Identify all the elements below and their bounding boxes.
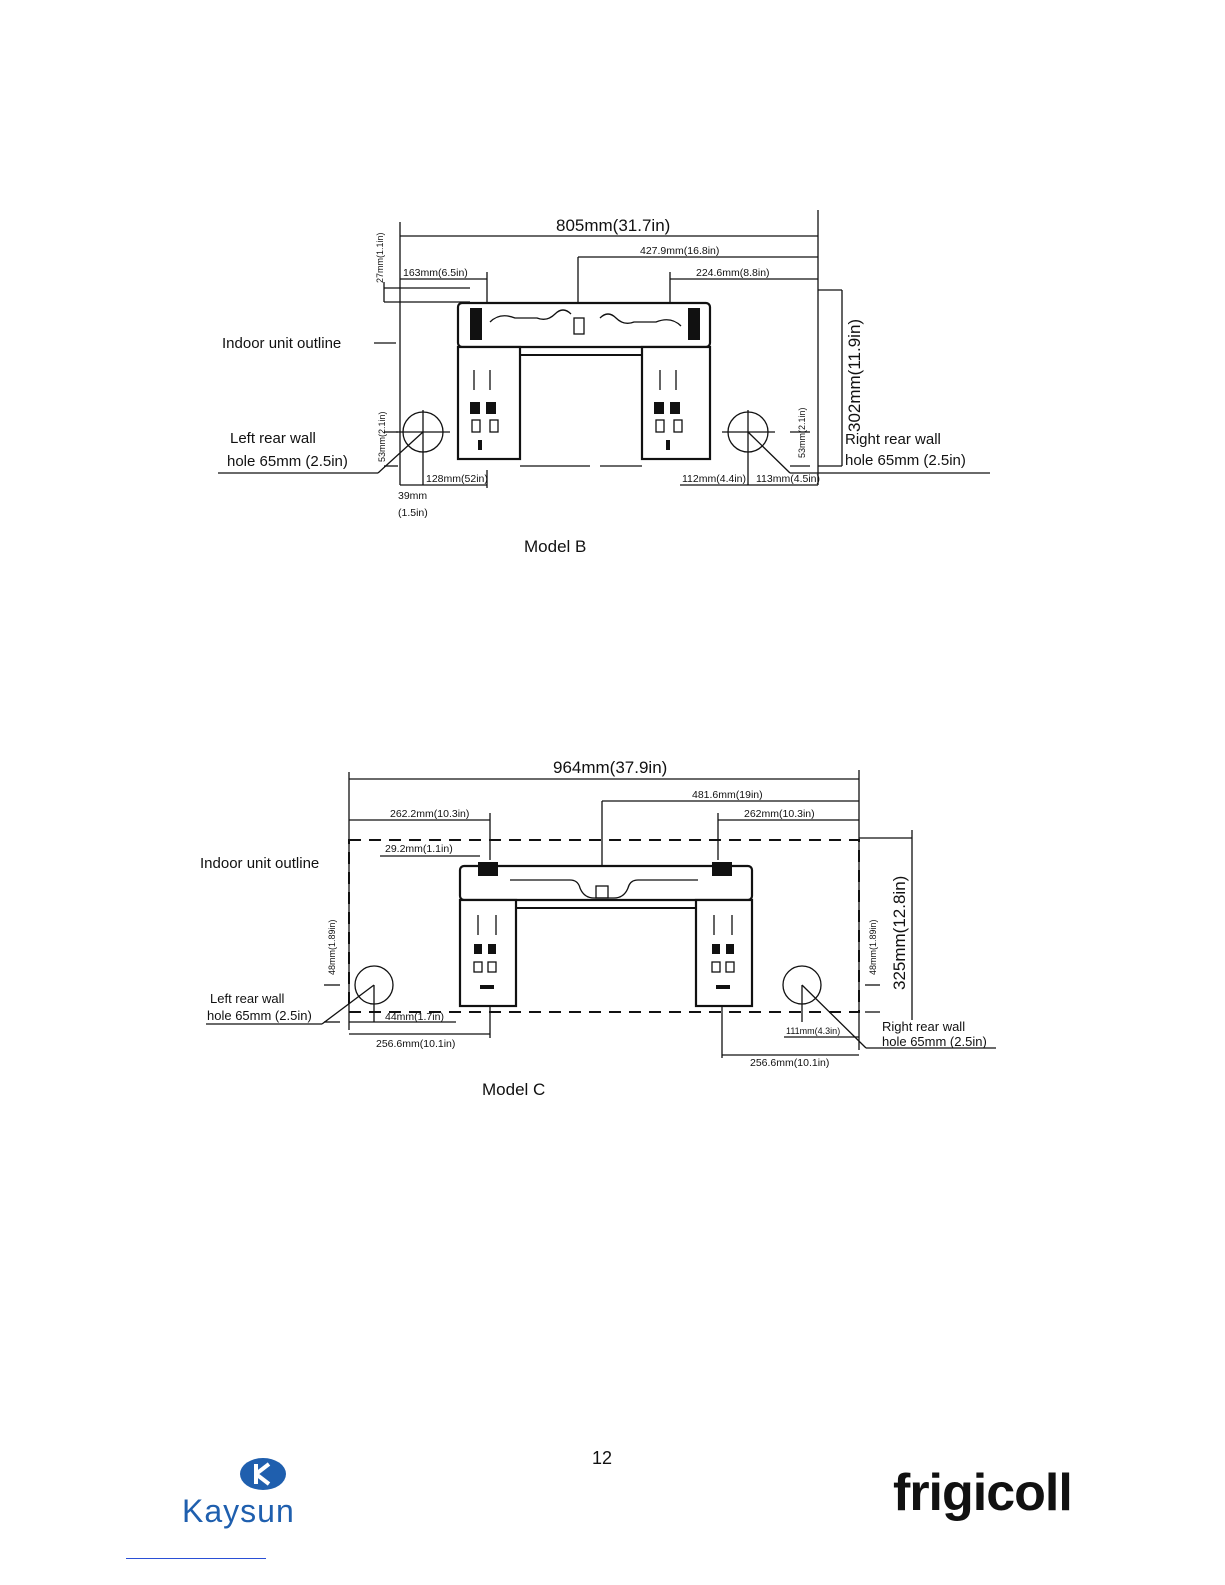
model-c-caption: Model C xyxy=(482,1080,546,1099)
model-b-right-offset: 224.6mm(8.8in) xyxy=(696,267,770,279)
model-b-mounting-plate xyxy=(458,303,710,459)
page-number: 12 xyxy=(592,1448,613,1468)
model-b-right-hole-line1: Right rear wall xyxy=(845,431,941,448)
model-c-right-hole-height: 48mm(1.89in) xyxy=(868,919,878,975)
model-c-height: 325mm(12.8in) xyxy=(890,875,909,990)
model-b-diagram xyxy=(218,210,990,556)
model-b-right-hole-height: 53mm(2.1in) xyxy=(797,407,807,458)
model-b-overall-width: 805mm(31.7in) xyxy=(556,216,671,235)
model-c-diagram xyxy=(200,758,996,1099)
footer-link-underline xyxy=(126,1558,266,1559)
model-b-left-hole-line1: Left rear wall xyxy=(230,430,316,447)
model-c-right-hole-line2: hole 65mm (2.5in) xyxy=(882,1034,987,1049)
model-c-left-plate-span: 256.6mm(10.1in) xyxy=(376,1038,456,1050)
model-c-right-plate-span: 256.6mm(10.1in) xyxy=(750,1057,830,1069)
frigicoll-wordmark: frigicoll xyxy=(893,1464,1072,1522)
model-c-left-hole-line1: Left rear wall xyxy=(210,991,285,1006)
model-c-right-hole-line1: Right rear wall xyxy=(882,1019,966,1034)
model-c-mounting-plate xyxy=(460,862,752,1006)
kaysun-logo xyxy=(182,1458,295,1529)
model-c-left-hole-height: 48mm(1.89in) xyxy=(327,919,337,975)
frigicoll-logo xyxy=(893,1464,1072,1522)
model-b-caption: Model B xyxy=(524,537,587,556)
model-b-outline-label: Indoor unit outline xyxy=(222,335,342,352)
model-c-outline-label: Indoor unit outline xyxy=(200,855,320,872)
model-b-top-gap: 27mm(1.1in) xyxy=(375,232,385,283)
model-b-left-hole-to-plate: 128mm(52in) xyxy=(426,473,488,485)
model-b-left-hole-edge-b: (1.5in) xyxy=(398,507,428,519)
model-b-right-hole-edge: 113mm(4.5in) xyxy=(756,473,820,485)
model-c-left-hole-edge: 44mm(1.7in) xyxy=(385,1011,444,1023)
kaysun-wordmark: Kaysun xyxy=(182,1493,295,1529)
model-b-right-plate-to-hole: 112mm(4.4in) xyxy=(682,473,746,485)
model-b-center-offset: 427.9mm(16.8in) xyxy=(640,245,720,257)
model-b-left-hole-height: 53mm(2.1in) xyxy=(377,411,387,462)
model-c-left-offset: 262.2mm(10.3in) xyxy=(390,808,470,820)
model-b-left-offset: 163mm(6.5in) xyxy=(403,267,468,279)
model-b-left-hole-line2: hole 65mm (2.5in) xyxy=(227,453,348,470)
model-b-height: 302mm(11.9in) xyxy=(845,318,864,432)
model-c-top-gap: 29.2mm(1.1in) xyxy=(385,843,453,855)
model-b-left-hole-edge-a: 39mm xyxy=(398,490,428,502)
model-c-overall-width: 964mm(37.9in) xyxy=(553,758,668,777)
model-c-left-hole-line2: hole 65mm (2.5in) xyxy=(207,1008,312,1023)
model-b-right-hole-line2: hole 65mm (2.5in) xyxy=(845,452,966,469)
model-c-right-hole-edge: 111mm(4.3in) xyxy=(786,1026,841,1036)
model-c-center-offset: 481.6mm(19in) xyxy=(692,789,763,801)
model-c-right-offset: 262mm(10.3in) xyxy=(744,808,815,820)
